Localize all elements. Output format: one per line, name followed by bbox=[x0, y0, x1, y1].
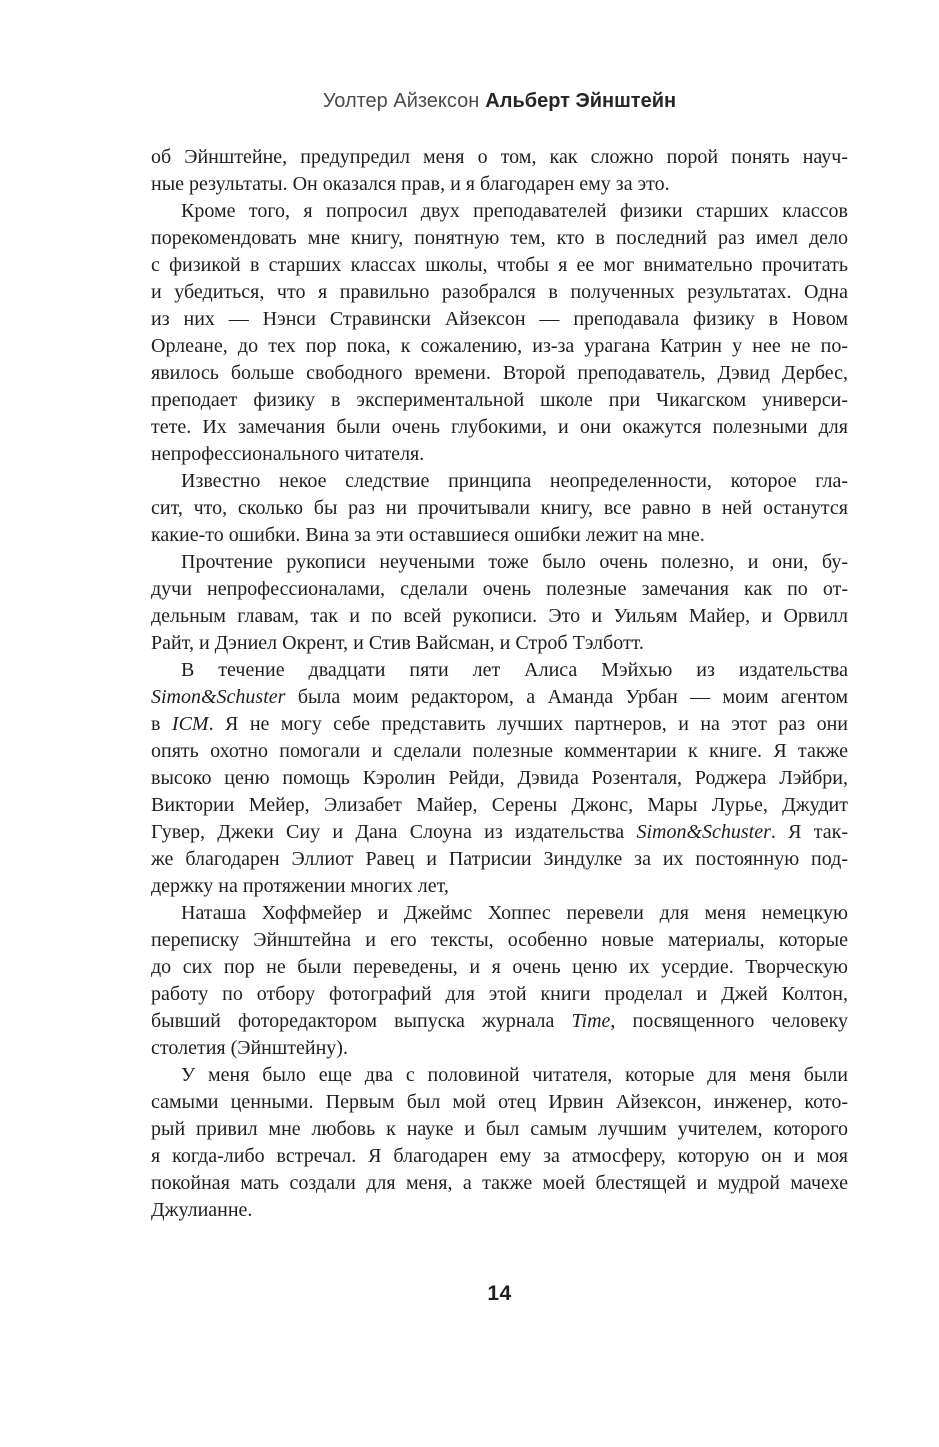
text-line bbox=[151, 927, 848, 954]
text-line bbox=[151, 954, 848, 981]
italic-text-run: Simon&Schuster bbox=[151, 686, 286, 708]
text-run: была моим редактором, а Аманда Урбан — моим агентом bbox=[285, 686, 848, 708]
text-line bbox=[151, 333, 848, 360]
text-line bbox=[151, 1116, 848, 1143]
italic-text-run: ICM bbox=[171, 713, 209, 735]
text-run: опять охотно помогали и сделали полезные комментарии к книге. Я также bbox=[151, 740, 848, 762]
text-run: держку на протяжении многих лет, bbox=[151, 875, 449, 897]
text-line bbox=[151, 549, 848, 576]
text-line bbox=[151, 1089, 848, 1116]
text-run: же благодарен Эллиот Равец и Патрисии Зиндулке за их постоянную под- bbox=[151, 848, 848, 870]
text-line bbox=[151, 846, 848, 873]
text-line bbox=[151, 171, 848, 198]
text-run: Известно некое следствие принципа неопределенности, которое гла- bbox=[181, 470, 848, 492]
text-run: преподает физику в экспериментальной школе при Чикагском универси- bbox=[151, 389, 848, 411]
text-run: столетия (Эйнштейну). bbox=[151, 1037, 348, 1059]
italic-text-run: Time bbox=[571, 1010, 611, 1032]
text-line bbox=[151, 1170, 848, 1197]
text-run: и убедиться, что я правильно разобрался в полученных результатах. Одна bbox=[151, 281, 848, 303]
text-line bbox=[151, 1197, 848, 1224]
text-line bbox=[151, 468, 848, 495]
text-run: тете. Их замечания были очень глубокими, и они окажутся полезными для bbox=[151, 416, 848, 438]
text-run: В течение двадцати пяти лет Алиса Мэйхью из издательства bbox=[181, 659, 848, 681]
text-run: работу по отбору фотографий для этой книги проделал и Джей Колтон, bbox=[151, 983, 848, 1005]
text-run: Кроме того, я попросил двух преподавателей физики старших классов bbox=[181, 200, 848, 222]
text-run: из них — Нэнси Стравински Айзексон — преподавала физику в Новом bbox=[151, 308, 848, 330]
text-line bbox=[151, 657, 848, 684]
text-line bbox=[151, 738, 848, 765]
text-line bbox=[151, 414, 848, 441]
text-run: Гувер, Джеки Сиу и Дана Слоуна из издательства bbox=[151, 821, 637, 843]
text-run: переписку Эйнштейна и его тексты, особенно новые материалы, которые bbox=[151, 929, 848, 951]
text-run: дельным главам, так и по всей рукописи. Это и Уильям Майер, и Орвилл bbox=[151, 605, 848, 627]
text-line bbox=[151, 684, 848, 711]
text-line bbox=[151, 279, 848, 306]
text-run: самыми ценными. Первым был мой отец Ирвин Айзексон, инженер, кото- bbox=[151, 1091, 848, 1113]
text-run: об Эйнштейне, предупредил меня о том, как сложно порой понять науч- bbox=[151, 146, 848, 168]
page-number: 14 bbox=[487, 1282, 512, 1305]
text-line bbox=[151, 522, 848, 549]
text-block bbox=[151, 144, 848, 1224]
text-run: Прочтение рукописи неучеными тоже было очень полезно, и они, бу- bbox=[181, 551, 848, 573]
text-line bbox=[151, 1035, 848, 1062]
text-line bbox=[151, 630, 848, 657]
text-run: Орлеане, до тех пор пока, к сожалению, из-за урагана Катрин у нее не по- bbox=[151, 335, 848, 357]
text-run: я когда-либо встречал. Я благодарен ему за атмосферу, которую он и моя bbox=[151, 1145, 848, 1167]
text-line bbox=[151, 1008, 848, 1035]
text-run: какие-то ошибки. Вина за эти оставшиеся ошибки лежит на мне. bbox=[151, 524, 705, 546]
text-line bbox=[151, 198, 848, 225]
text-line bbox=[151, 603, 848, 630]
text-run: порекомендовать мне книгу, понятную тем, кто в последний раз имел дело bbox=[151, 227, 848, 249]
text-line bbox=[151, 1062, 848, 1089]
text-run: до сих пор не были переведены, и я очень ценю их усердие. Творческую bbox=[151, 956, 848, 978]
text-run: Райт, и Дэниел Окрент, и Стив Вайсман, и Строб Тэлботт. bbox=[151, 632, 644, 654]
header-book-title: Альберт Эйнштейн bbox=[485, 90, 677, 112]
text-line bbox=[151, 306, 848, 333]
text-run: высоко ценю помощь Кэролин Рейди, Дэвида Розенталя, Роджера Лэйбри, bbox=[151, 767, 848, 789]
text-line bbox=[151, 387, 848, 414]
header-author-name: Уолтер Айзексон bbox=[322, 90, 480, 112]
text-run: явилось больше свободного времени. Второй преподаватель, Дэвид Дербес, bbox=[151, 362, 848, 384]
text-line bbox=[151, 225, 848, 252]
text-line bbox=[151, 765, 848, 792]
text-line bbox=[151, 495, 848, 522]
text-line bbox=[151, 1143, 848, 1170]
italic-text-run: Simon&Schuster bbox=[636, 821, 771, 843]
text-run: У меня было еще два с половиной читателя, которые для меня были bbox=[181, 1064, 848, 1086]
text-line bbox=[151, 873, 848, 900]
text-run: сит, что, сколько бы раз ни прочитывали книгу, все равно в ней останутся bbox=[151, 497, 848, 519]
text-run: с физикой в старших классах школы, чтобы я ее мог внимательно прочитать bbox=[151, 254, 848, 276]
text-run: дучи непрофессионалами, сделали очень полезные замечания как по от- bbox=[151, 578, 848, 600]
text-run: в bbox=[151, 713, 172, 735]
text-run: ные результаты. Он оказался прав, и я благодарен ему за это. bbox=[151, 173, 670, 195]
text-line bbox=[151, 144, 848, 171]
text-run: бывший фоторедактором выпуска журнала bbox=[151, 1010, 572, 1032]
text-run: покойная мать создали для меня, а также моей блестящей и мудрой мачехе bbox=[151, 1172, 848, 1194]
running-header bbox=[151, 88, 848, 114]
text-line bbox=[151, 981, 848, 1008]
text-run: , посвященного человеку bbox=[610, 1010, 848, 1032]
text-run: . Я не могу себе представить лучших партнеров, и на этот раз они bbox=[208, 713, 848, 735]
text-line bbox=[151, 711, 848, 738]
text-line bbox=[151, 900, 848, 927]
text-run: непрофессионального читателя. bbox=[151, 443, 425, 465]
text-run: Джулианне. bbox=[151, 1199, 253, 1221]
text-line bbox=[151, 360, 848, 387]
text-line bbox=[151, 792, 848, 819]
text-run: Наташа Хоффмейер и Джеймс Хоппес перевели для меня немецкую bbox=[181, 902, 848, 924]
text-run: рый привил мне любовь к науке и был самым лучшим учителем, которого bbox=[151, 1118, 848, 1140]
text-run: . Я так- bbox=[770, 821, 848, 843]
text-line bbox=[151, 441, 848, 468]
text-line bbox=[151, 576, 848, 603]
text-run: Виктории Мейер, Элизабет Майер, Серены Джонс, Мары Лурье, Джудит bbox=[151, 794, 848, 816]
text-line bbox=[151, 252, 848, 279]
text-line bbox=[151, 819, 848, 846]
